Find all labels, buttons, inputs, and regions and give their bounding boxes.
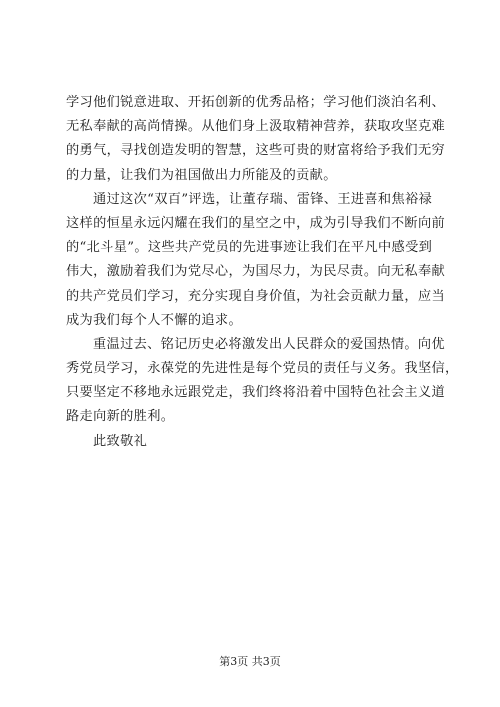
paragraph-line: 的“北斗星”。这些共产党员的先进事迹让我们在平凡中感受到 bbox=[66, 240, 433, 256]
paragraph-line: 的共产党员们学习，充分实现自身价值，为社会贡献力量，应当 bbox=[66, 288, 446, 304]
paragraph-line: 秀党员学习，永葆党的先进性是每个党员的责任与义务。我坚信， bbox=[66, 361, 459, 377]
closing-salutation bbox=[66, 430, 438, 454]
paragraph-2 bbox=[66, 188, 446, 333]
paragraph-1 bbox=[66, 91, 446, 188]
paragraph-line: 这样的恒星永远闪耀在我们的星空之中，成为引导我们不断向前 bbox=[66, 215, 446, 231]
paragraph-line: 只要坚定不移地永远跟党走，我们终将沿着中国特色社会主义道 bbox=[66, 385, 446, 401]
paragraph-line: 伟大，激励着我们为党尽心，为国尽力，为民尽责。向无私奉献 bbox=[66, 264, 446, 280]
paragraph-line: 无私奉献的高尚情操。从他们身上汲取精神营养，获取攻坚克难 bbox=[66, 119, 446, 135]
paragraph-line: 的力量，让我们为祖国做出力所能及的贡献。 bbox=[66, 167, 337, 183]
paragraph-line: 路走向新的胜利。 bbox=[66, 409, 175, 425]
paragraph-3 bbox=[66, 333, 459, 430]
paragraph-line: 的勇气，寻找创造发明的智慧，这些可贵的财富将给予我们无穷 bbox=[66, 143, 446, 159]
page-footer bbox=[0, 653, 500, 669]
paragraph-line: 通过这次“双百”评选，让董存瑞、雷锋、王进喜和焦裕禄 bbox=[93, 191, 433, 207]
letter-body bbox=[66, 91, 459, 454]
paragraph-line: 重温过去、铭记历史必将激发出人民群众的爱国热情。向优 bbox=[93, 336, 445, 352]
closing-line: 此致敬礼 bbox=[93, 433, 148, 449]
paragraph-line: 学习他们锐意进取、开拓创新的优秀品格；学习他们淡泊名利、 bbox=[66, 95, 446, 110]
paragraph-line: 成为我们每个人不懈的追求。 bbox=[66, 312, 242, 328]
page-number-label: 第3页 共3页 bbox=[219, 655, 281, 668]
